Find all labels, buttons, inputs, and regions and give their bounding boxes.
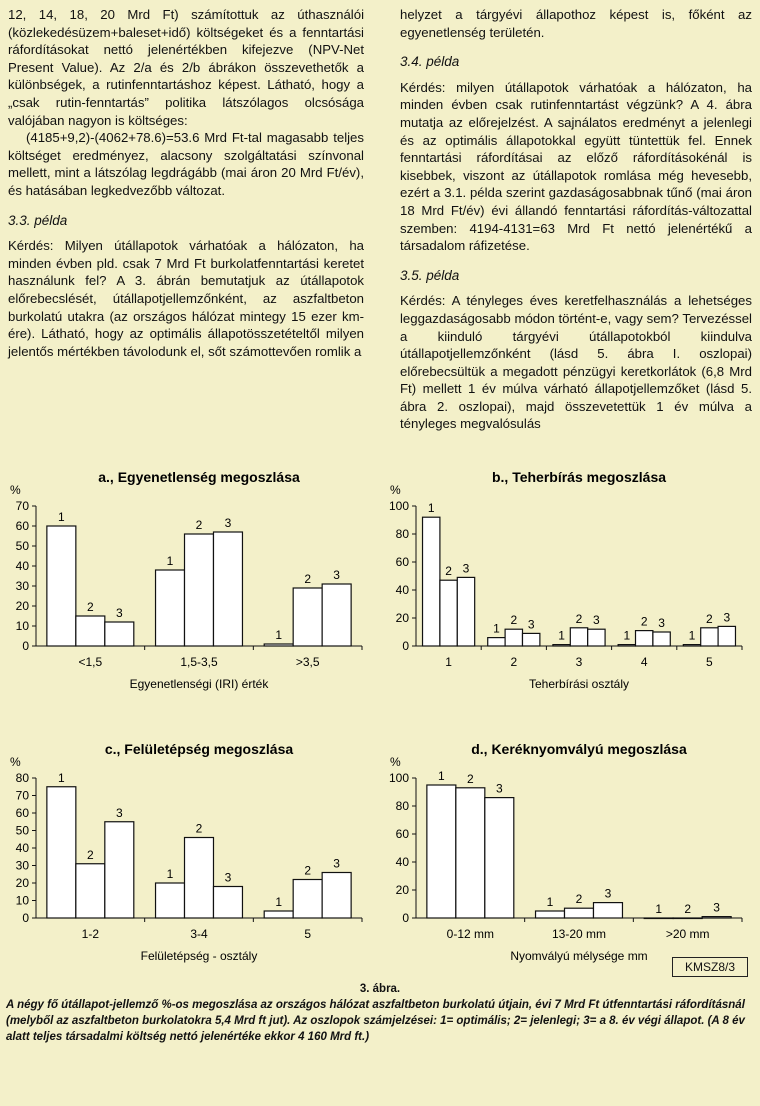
bar-series-label: 3 <box>723 610 731 625</box>
bar <box>701 628 718 646</box>
bar-series-label: 3 <box>115 606 123 620</box>
y-tick-label: 40 <box>15 559 29 573</box>
bar-series-label: 2 <box>510 613 518 628</box>
bar-series-label: 2 <box>304 863 312 878</box>
x-tick-label: 5 <box>706 655 713 669</box>
chart-title: d., Keréknyomvályú megoszlása <box>471 741 687 757</box>
bar <box>653 632 670 646</box>
bar-series-label: 1 <box>493 621 500 636</box>
y-tick-label: 20 <box>395 883 409 897</box>
bar-series-label: 2 <box>466 771 474 786</box>
right-text-column <box>400 6 752 433</box>
bar-series-label: 3 <box>333 568 340 582</box>
bar-series-label: 3 <box>527 617 535 632</box>
bar <box>185 534 214 646</box>
y-tick-label: 30 <box>15 579 29 593</box>
bar-series-label: 3 <box>115 805 123 820</box>
bar-series-label: 1 <box>655 902 663 916</box>
x-tick-label: 3-4 <box>190 927 208 941</box>
bar <box>702 917 731 918</box>
paragraph-cost-difference: (4185+9,2)-(4062+78.6)=53.6 Mrd Ft-tal magasabb teljes költséget eredményez, alacsony szolgáltatási színvonal mellett, mint a látszólag legdrágább (mai áron 20 Mrd Ft/év), és hatásában legkedvezőbb változat. <box>8 130 364 198</box>
bar-series-label: 1 <box>427 501 435 516</box>
bar <box>47 787 76 918</box>
bar-series-label: 3 <box>713 900 720 915</box>
bar-series-label: 3 <box>333 856 340 871</box>
x-tick-label: 2 <box>510 655 518 669</box>
y-tick-label: 30 <box>15 858 29 873</box>
bar-series-label: 1 <box>546 895 554 909</box>
y-axis-label: % <box>390 755 401 769</box>
x-tick-label: 13-20 mm <box>551 927 607 941</box>
bar <box>264 644 293 646</box>
bar-series-label: 3 <box>593 613 600 628</box>
bar-series-label: 1 <box>275 895 283 909</box>
paragraph-example-3-4: Kérdés: milyen útállapotok várhatóak a hálózaton, ha minden évben csak rutinfenntartást végzünk? A 4. ábra mutatja az előrejelzést. A sajnálatos eredményt a jelenlegi és az optimális állapotokkal együtt tüntettük fel. Ennek fenntartási ráfordításai az előző ráfordításokénál is kisebbek, viszont az útállapotok romlása még hevesebb, ezért a 3.1. példa szerint gazdaságosabbnak tűnő (mai áron 18 Mrd Ft/év) évi állandó fenntartási ráfordítás-változattal szemben: 4194-4131=63 Mrd Ft nettó jelenértékű a társadalom ráfizetése. <box>400 79 752 254</box>
figure-title: 3. ábra. <box>359 983 401 995</box>
y-tick-label: 50 <box>15 539 29 553</box>
chart-egyenetlenseg <box>0 466 380 726</box>
bar-series-label: 2 <box>195 518 203 532</box>
bar <box>644 918 673 919</box>
bar-series-label: 2 <box>304 572 312 586</box>
y-tick-label: 60 <box>395 827 409 841</box>
bar-series-label: 2 <box>706 611 713 626</box>
x-tick-label: 1,5-3,5 <box>180 655 218 669</box>
bar <box>293 588 322 646</box>
bar-series-label: 3 <box>224 870 232 885</box>
bar <box>553 645 570 646</box>
chart-title: b., Teherbírás megoszlása <box>491 469 667 485</box>
bar <box>213 532 242 646</box>
bar-series-label: 2 <box>575 892 583 907</box>
y-tick-label: 0 <box>22 911 29 925</box>
y-tick-label: 60 <box>15 519 29 533</box>
bar-series-label: 3 <box>658 616 665 630</box>
paragraph-npv: 12, 14, 18, 20 Mrd Ft) számítottuk az úthasználói (közlekedésüzem+baleset+idő) költségeket és a fenntartási ráfordításokat nettó jelenértékben kifejezve (NPV-Net Present Value). Az 2/a és 2/b ábrákon összevethetők a különbségek, a rutinfenntartáshoz képest. Látható, hogy a „csak rutin-fenntartás” politika látszólagos olcsósága valójában nagyon is költséges: <box>8 7 364 128</box>
section-heading-3-4: 3.4. példa <box>400 54 460 70</box>
bar-series-label: 2 <box>575 611 583 626</box>
bar <box>718 626 735 646</box>
chart-title: a., Egyenetlenség megoszlása <box>98 469 300 485</box>
x-axis-label: Teherbírási osztály <box>528 677 630 691</box>
y-tick-label: 20 <box>15 876 29 890</box>
section-heading-3-5: 3.5. példa <box>400 267 460 283</box>
y-tick-label: 20 <box>15 599 29 613</box>
bar <box>322 873 351 919</box>
bar-series-label: 1 <box>166 867 174 881</box>
y-axis-label: % <box>10 483 21 497</box>
bar <box>636 631 653 646</box>
y-tick-label: 100 <box>388 771 409 785</box>
bar-series-label: 1 <box>166 554 174 568</box>
bar <box>505 629 522 646</box>
bar <box>522 633 539 646</box>
bar <box>105 622 134 646</box>
bar-series-label: 3 <box>224 516 232 530</box>
bar-series-label: 2 <box>684 902 692 916</box>
y-tick-label: 10 <box>15 619 29 633</box>
bar <box>536 911 565 918</box>
bar <box>105 822 134 918</box>
bar-series-label: 1 <box>58 770 65 785</box>
bar <box>322 584 351 646</box>
x-tick-label: 5 <box>304 927 312 941</box>
bar-series-label: 2 <box>86 847 94 862</box>
bar-series-label: 1 <box>438 769 445 783</box>
bar-series-label: 2 <box>640 614 648 629</box>
x-tick-label: 3 <box>575 655 583 669</box>
paragraph-continuation: helyzet a tárgyévi állapothoz képest is, főként az egyenetlenség területén. <box>400 7 752 40</box>
x-tick-label: <1,5 <box>78 655 103 669</box>
chart-feluletepseg <box>0 738 380 998</box>
x-axis-label: Egyenetlenségi (IRI) érték <box>129 677 269 691</box>
x-tick-label: 1-2 <box>81 927 100 941</box>
figure-code-box: KMSZ8/3 <box>672 957 748 977</box>
bar <box>76 616 105 646</box>
y-tick-label: 60 <box>15 806 29 820</box>
bar <box>423 517 440 646</box>
paragraph-example-3-5: Kérdés: A tényleges éves keretfelhasználás a lehetséges leggazdaságosabb módon történt-e, vagy sem? Tervezéssel a kiinduló tárgyévi útállapotokból kiindulva útállapotjellemzőnként (lásd 5. ábra I. oszlopai) előrebecsültük a megadott pénzügyi keretkorlátok (6,8 Mrd Ft) mellett 1 év múlva várható állapotjellemzőket (lásd 5. ábra 2. oszlopai), majd összevetettük 1 év múlva a tényleges megvalósulás <box>400 293 752 432</box>
bar-series-label: 1 <box>58 510 65 524</box>
y-tick-label: 40 <box>15 841 29 855</box>
bar <box>673 918 702 919</box>
y-tick-label: 0 <box>22 639 29 653</box>
y-tick-label: 70 <box>15 499 29 513</box>
section-heading-3-3: 3.3. példa <box>8 212 68 228</box>
bar-series-label: 3 <box>604 886 612 901</box>
bar <box>440 580 457 646</box>
bar-series-label: 2 <box>86 600 94 614</box>
bar <box>488 638 505 646</box>
bar-series-label: 1 <box>688 628 696 643</box>
chart-svg <box>0 738 380 998</box>
x-tick-label: 4 <box>640 655 648 669</box>
bar <box>593 903 622 918</box>
y-tick-label: 80 <box>15 771 29 785</box>
y-tick-label: 0 <box>402 639 409 653</box>
y-tick-label: 80 <box>395 527 409 541</box>
bar-series-label: 3 <box>462 561 470 576</box>
bar-series-label: 1 <box>558 628 565 643</box>
bar <box>293 880 322 919</box>
y-axis-label: % <box>390 483 401 497</box>
y-tick-label: 70 <box>15 788 29 803</box>
y-tick-label: 40 <box>395 583 409 597</box>
bar <box>213 887 242 919</box>
bar <box>683 645 700 646</box>
x-axis-label: Felületépség - osztály <box>140 949 258 963</box>
chart-svg <box>380 466 760 726</box>
y-tick-label: 10 <box>15 893 29 908</box>
bar <box>485 798 514 918</box>
bar <box>588 629 605 646</box>
x-tick-label: >20 mm <box>665 927 710 941</box>
chart-svg <box>0 466 380 726</box>
bar <box>456 788 485 918</box>
bar <box>156 883 185 918</box>
bar-series-label: 2 <box>195 821 203 836</box>
y-tick-label: 0 <box>402 911 409 925</box>
y-tick-label: 40 <box>395 855 409 869</box>
y-axis-label: % <box>10 755 21 769</box>
bar <box>565 908 594 918</box>
bar <box>457 577 474 646</box>
bar <box>264 911 293 918</box>
y-tick-label: 20 <box>395 611 409 625</box>
y-tick-label: 60 <box>395 555 409 569</box>
x-axis-label: Nyomvályú mélysége mm <box>510 949 648 963</box>
bar <box>570 628 587 646</box>
bar <box>156 570 185 646</box>
x-tick-label: >3,5 <box>295 655 320 669</box>
left-text-column <box>8 6 364 360</box>
x-tick-label: 1 <box>445 655 452 669</box>
bar <box>76 864 105 918</box>
chart-teherbiras <box>380 466 760 726</box>
bar-series-label: 3 <box>495 781 503 796</box>
bar <box>185 838 214 919</box>
bar-series-label: 1 <box>275 628 283 642</box>
bar <box>618 645 635 646</box>
y-tick-label: 50 <box>15 823 29 838</box>
bar <box>47 526 76 646</box>
x-tick-label: 0-12 mm <box>446 927 495 941</box>
bar <box>427 785 456 918</box>
bar-series-label: 1 <box>623 628 631 643</box>
chart-title: c., Felületépség megoszlása <box>104 741 294 757</box>
y-tick-label: 80 <box>395 799 409 813</box>
bar-series-label: 2 <box>445 564 452 579</box>
paragraph-example-3-3: Kérdés: Milyen útállapotok várhatóak a hálózaton, ha minden évben pld. csak 7 Mrd Ft burkolatfenntartási keretet használunk fel? A 3. ábrán bemutatjuk az útállapotok előrebecslését, útállapotjellemzőnként, az aszfaltbeton burkolatú utakra (az országos hálózat mintegy 15 ezer km-ére). Látható, hogy az optimális állapotösszetételtől milyen jelentős mértékben távolodunk el, sőt számottevően romlik a <box>8 238 364 359</box>
y-tick-label: 100 <box>388 499 409 513</box>
figure-caption: A négy fő útállapot-jellemző %-os megoszlása az országos hálózat aszfaltbeton burkolatú útjain, évi 7 Mrd Ft útfenntartási ráfordításnál (melyből az aszfaltbeton burkolatokra 5,4 Mrd ft jut). Az oszlopok számjelzései: 1= optimális; 2= jelenlegi; 3= a 8. év végi állapot. (A 8 év alatt teljes társadalmi költség nettó jelenértéke ekkor 4 160 Mrd ft.) <box>6 999 745 1043</box>
